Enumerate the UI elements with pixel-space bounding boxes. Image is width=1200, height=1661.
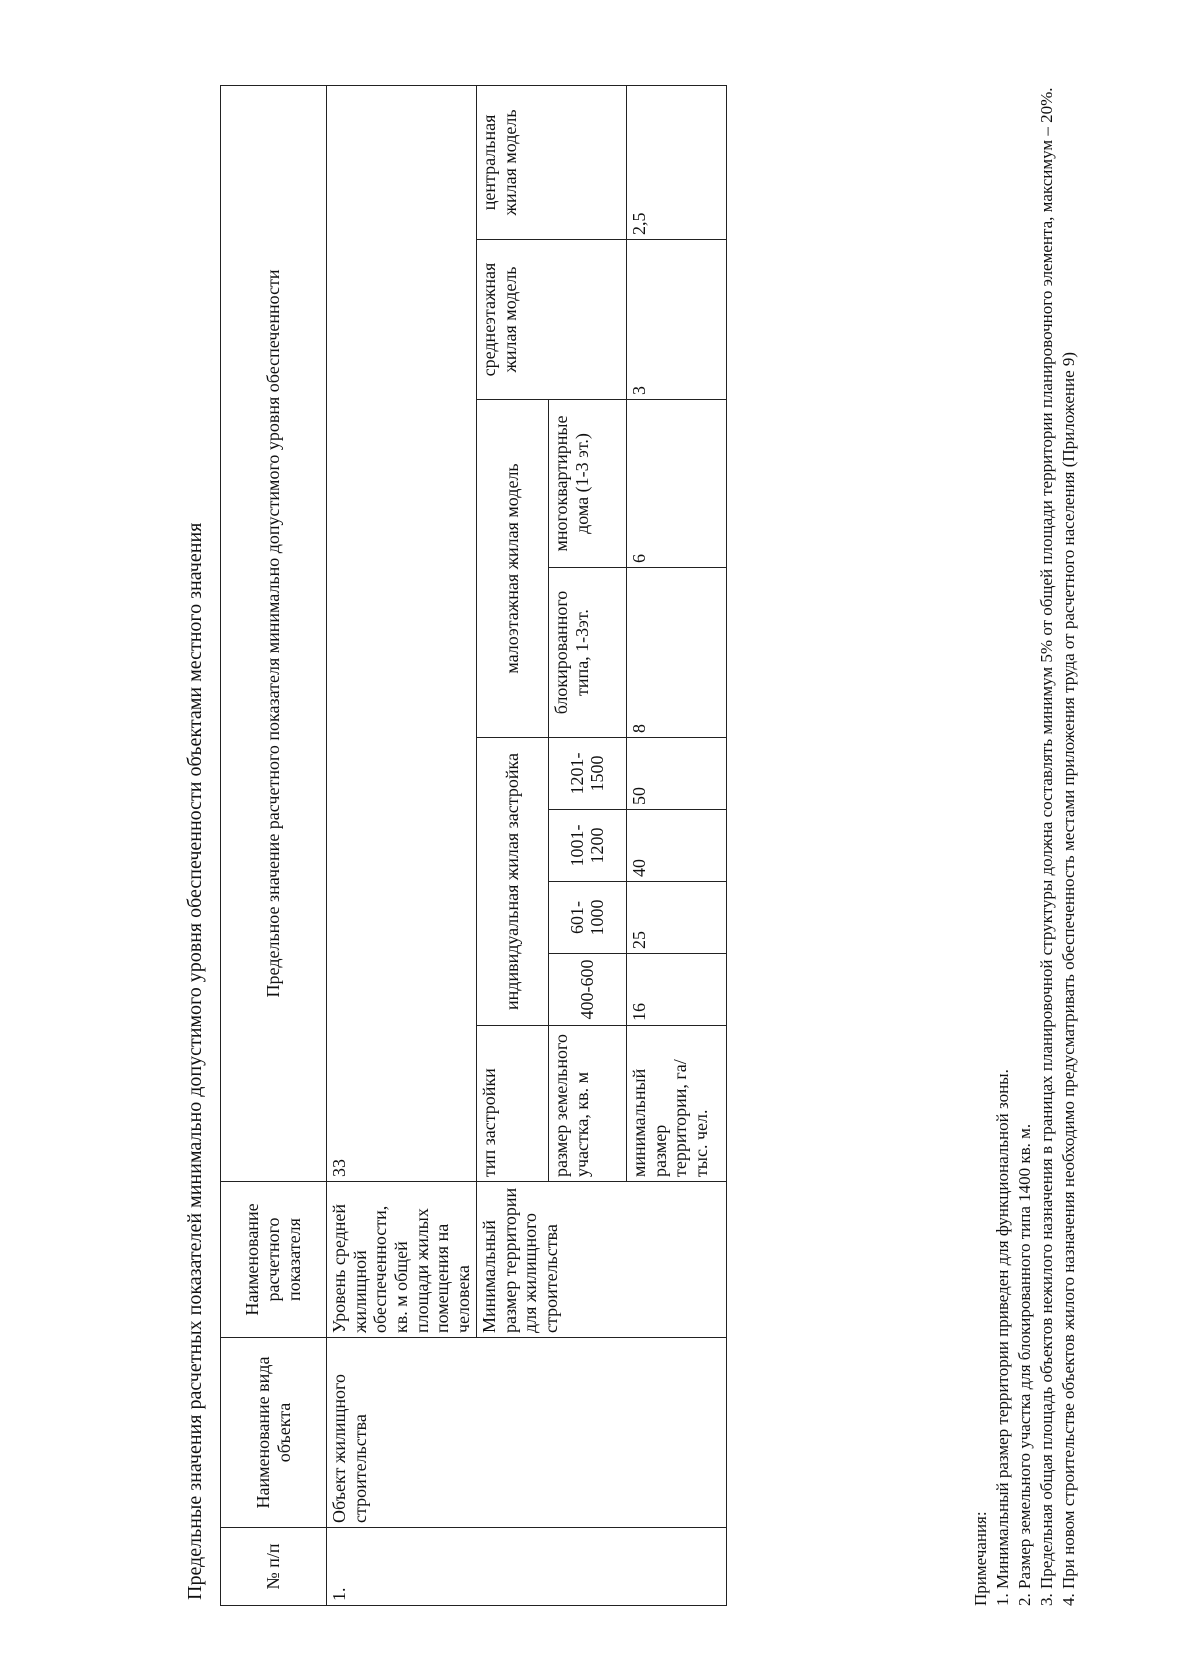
- value-1: 16: [626, 954, 726, 1026]
- plot-range-4: 1201-1500: [548, 738, 626, 810]
- header-limit-value: Предельное значение расчетного показателя минимально допустимого уровня обеспеченности: [221, 85, 327, 1181]
- table-row: [327, 85, 477, 1605]
- value-6: 6: [626, 400, 726, 568]
- value-3: 40: [626, 810, 726, 882]
- col-multiapt: многоквартирные дома (1-3 эт.): [548, 400, 626, 568]
- indicator-housing-level: Уровень средней жилищной обеспеченности, кв. м общей площади жилых помещения на человека: [327, 1182, 477, 1338]
- label-min-size: минимальный размер территории, га/тыс. чел.: [626, 1026, 726, 1182]
- value-2: 25: [626, 882, 726, 954]
- col-individual: индивидуальная жилая застройка: [476, 738, 548, 1026]
- note-4: 4. При новом строительстве объектов жилого назначения необходимо предусматривать обеспеченность местами приложения труда от расчетного населения (Приложение 9): [1059, 351, 1079, 1606]
- header-row: [221, 85, 327, 1605]
- plot-range-2: 601-1000: [548, 882, 626, 954]
- value-7: 3: [626, 240, 726, 400]
- plot-range-1: 400-600: [548, 954, 626, 1026]
- col-central: центральная жилая модель: [476, 85, 626, 239]
- col-lowrise: малоэтажная жилая модель: [476, 400, 548, 738]
- plot-range-3: 1001-1200: [548, 810, 626, 882]
- note-1: 1. Минимальный размер территории приведен для функциональной зоны.: [993, 1069, 1013, 1606]
- indicator-min-territory: Минимальный размер территории для жилищного строительства: [476, 1182, 726, 1338]
- notes-heading: Примечания:: [971, 1511, 990, 1606]
- document-title: Предельные значения расчетных показателей минимально допустимого уровня обеспеченности объектами местного значения: [184, 522, 206, 1600]
- label-building-type: тип застройки: [476, 1026, 548, 1182]
- header-num: № п/п: [221, 1528, 327, 1606]
- notes: [970, 86, 1080, 1606]
- header-object-type: Наименование вида объекта: [221, 1338, 327, 1528]
- label-plot-size: размер земельного участка, кв. м: [548, 1026, 626, 1182]
- value-housing-level: 33: [327, 85, 477, 1181]
- value-5: 8: [626, 568, 726, 738]
- value-8: 2,5: [626, 85, 726, 239]
- indicators-table: [220, 85, 727, 1606]
- rotated-document: [180, 40, 1080, 1620]
- note-3: 3. Предельная общая площадь объектов нежилого назначения в границах планировочной структуры должна составлять минимум 5% от общей площади территории планировочного элемента, максимум – 20%.: [1037, 87, 1057, 1606]
- row-num: 1.: [327, 1528, 727, 1606]
- header-indicator: Наименование расчетного показателя: [221, 1182, 327, 1338]
- note-2: 2. Размер земельного участка для блокированного типа 1400 кв. м.: [1015, 1123, 1035, 1606]
- col-block: блокированного типа, 1-3эт.: [548, 568, 626, 738]
- object-name: Объект жилищного строительства: [327, 1338, 727, 1528]
- col-midrise: среднеэтажная жилая модель: [476, 240, 626, 400]
- value-4: 50: [626, 738, 726, 810]
